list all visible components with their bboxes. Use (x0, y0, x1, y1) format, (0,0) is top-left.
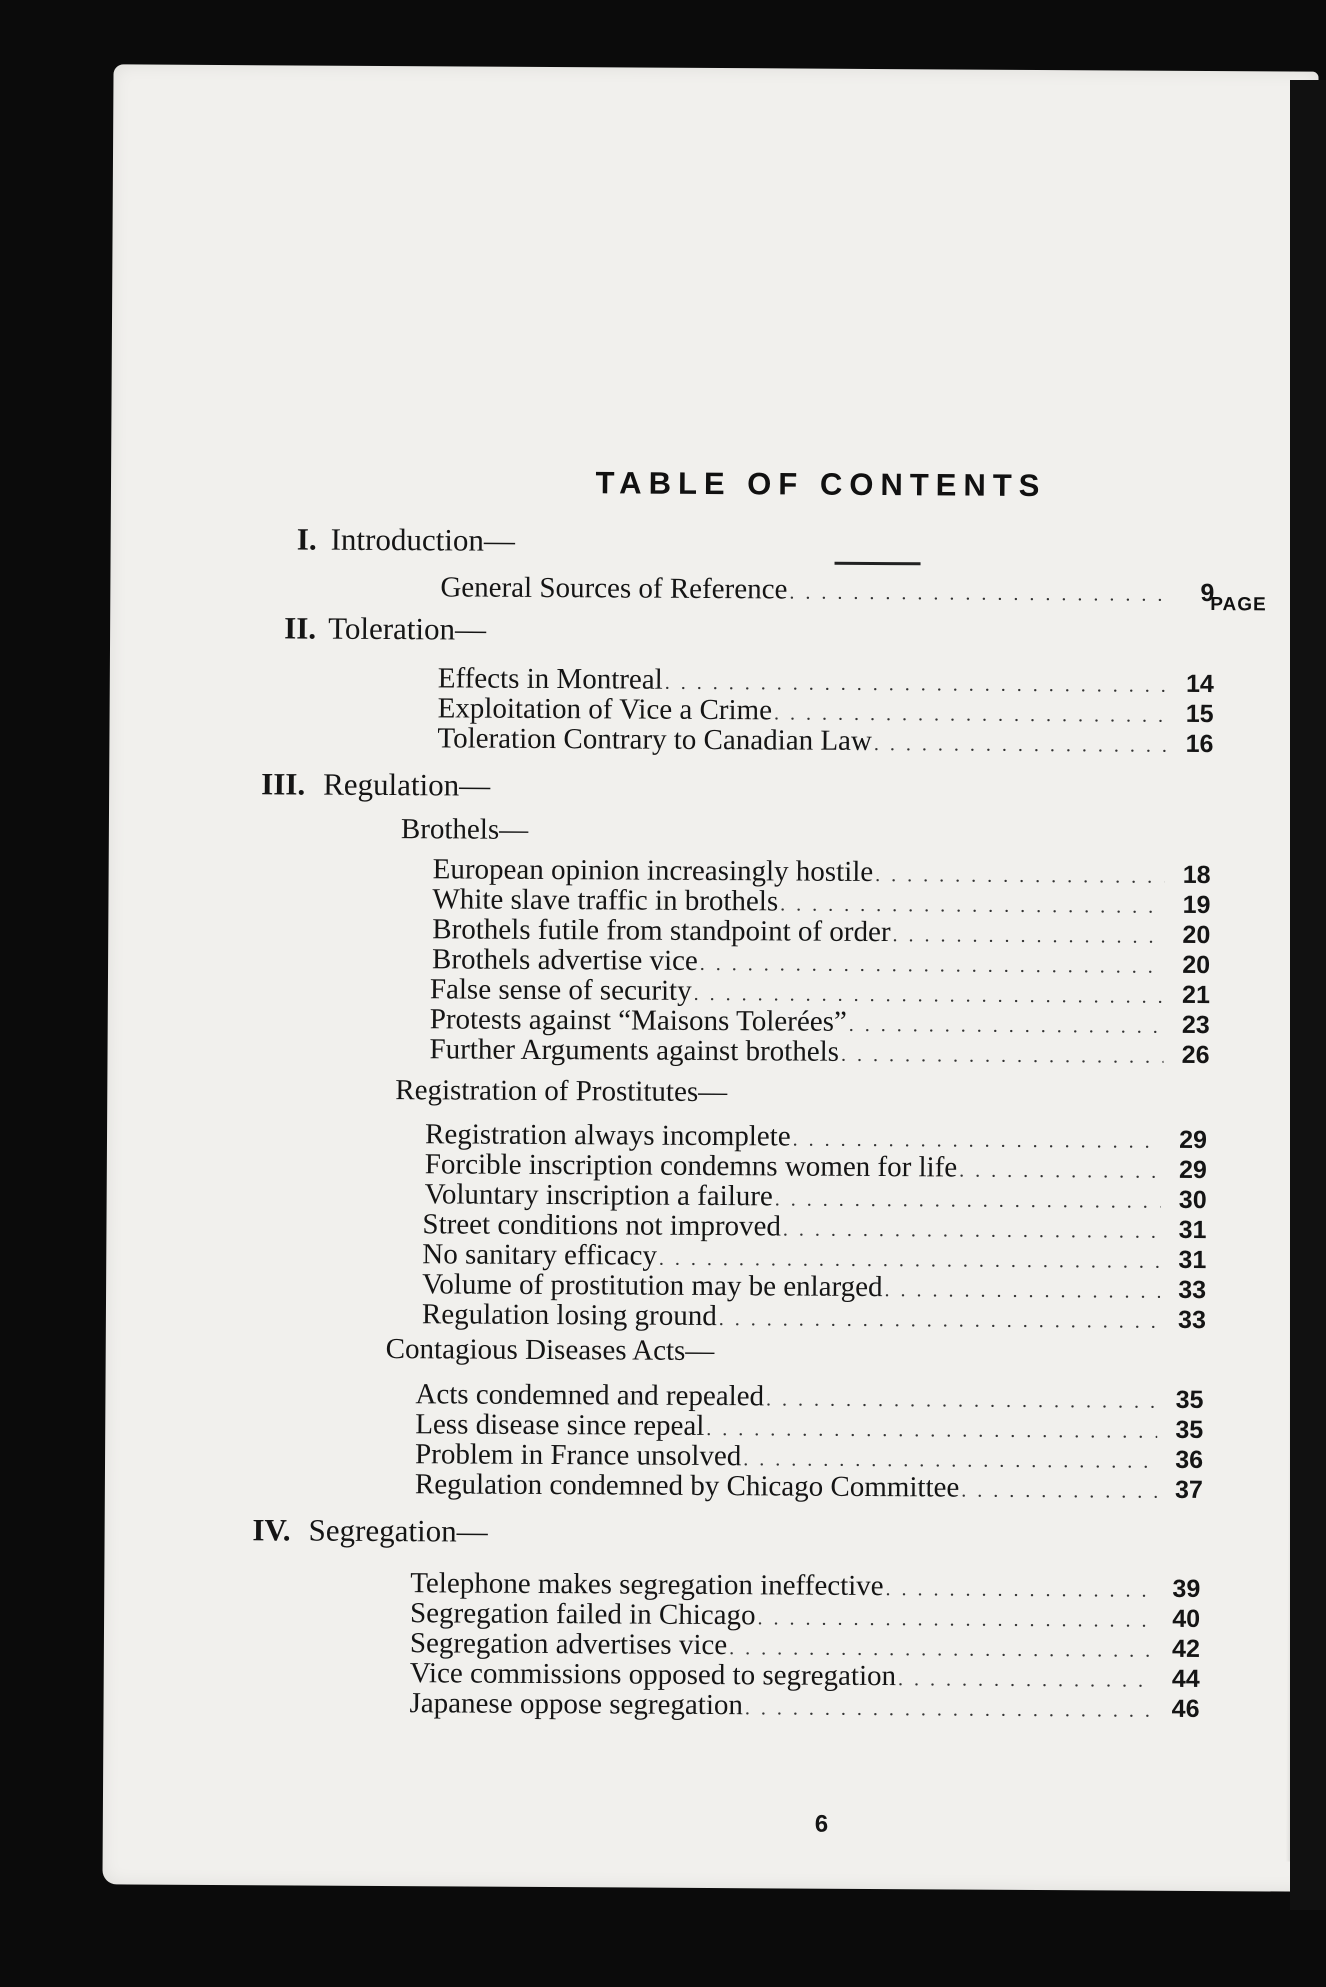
subsection-heading: Contagious Diseases Acts— (385, 1333, 715, 1368)
toc-entry (422, 1299, 1206, 1337)
entry-title: Segregation advertises vice (409, 1627, 728, 1662)
page-title: TABLE OF CONTENTS (595, 465, 1047, 504)
book-page (102, 64, 1318, 1891)
entry-page: 16 (1185, 729, 1214, 759)
toc-entry (409, 1688, 1199, 1726)
entry-page: 42 (1172, 1634, 1200, 1664)
toc-entry (440, 572, 1214, 610)
entry-title: General Sources of Reference (440, 571, 788, 606)
entry-title: Vice commissions opposed to segregation (409, 1657, 897, 1693)
entry-title: Less disease since repeal (415, 1408, 705, 1442)
entry-title: Brothels futile from standpoint of order (432, 913, 891, 949)
entry-page: 31 (1178, 1215, 1207, 1245)
entry-page: 33 (1178, 1275, 1207, 1305)
entry-title: Street conditions not improved (422, 1208, 782, 1243)
entry-page: 23 (1181, 1010, 1210, 1040)
entry-title: Further Arguments against brothels (429, 1033, 840, 1068)
entry-title: Forcible inscription condemns women for life (424, 1148, 958, 1184)
entry-page: 39 (1172, 1574, 1201, 1604)
entry-title: Problem in France unsolved (414, 1438, 742, 1473)
entry-page: 31 (1178, 1245, 1207, 1275)
entry-title: Regulation losing ground (421, 1298, 717, 1333)
entry-title: Registration always incomplete (424, 1118, 791, 1153)
entry-title: Effects in Montreal (437, 662, 663, 696)
section-title: Toleration— (328, 610, 487, 647)
section-numeral: IV. (252, 1512, 291, 1548)
book-spine-shadow (1290, 80, 1326, 1910)
section-title: Regulation— (323, 766, 491, 803)
dot-leader (719, 1304, 1160, 1337)
entry-title: Regulation condemned by Chicago Committee (414, 1468, 960, 1504)
entry-page: 30 (1178, 1185, 1207, 1215)
page-column-header: PAGE (1210, 594, 1267, 616)
toc-entry (437, 723, 1213, 761)
toc-entry (415, 1469, 1203, 1507)
entry-page: 18 (1182, 860, 1211, 890)
entry-page: 15 (1185, 699, 1214, 729)
dot-leader (745, 1693, 1154, 1725)
entry-page: 33 (1178, 1305, 1207, 1335)
section-numeral: III. (261, 766, 306, 802)
dot-leader (961, 1476, 1157, 1507)
entry-title: Voluntary inscription a failure (424, 1178, 773, 1213)
entry-page: 35 (1175, 1385, 1204, 1415)
dot-leader (789, 577, 1168, 609)
title-rule (835, 562, 921, 566)
entry-title: Acts condemned and repealed (415, 1378, 765, 1413)
entry-page: 36 (1175, 1445, 1204, 1475)
entry-page: 19 (1182, 890, 1211, 920)
entry-page: 26 (1181, 1040, 1210, 1070)
entry-page: 40 (1172, 1604, 1201, 1634)
dot-leader (841, 1040, 1164, 1072)
entry-title: Volume of prostitution may be enlarged (422, 1268, 883, 1304)
toc-entry (429, 1034, 1209, 1072)
entry-title: False sense of security (429, 973, 692, 1007)
entry-page: 46 (1171, 1694, 1200, 1724)
entry-page: 37 (1174, 1475, 1203, 1505)
entry-title: European opinion increasingly hostile (432, 853, 874, 888)
page-number: 6 (814, 1810, 829, 1838)
entry-page: 21 (1182, 980, 1210, 1010)
entry-page: 29 (1178, 1155, 1207, 1185)
entry-title: Toleration Contrary to Canadian Law (437, 722, 873, 757)
section-title: Segregation— (308, 1512, 488, 1549)
entry-title: Telephone makes segregation ineffective (410, 1567, 884, 1603)
entry-title: Exploitation of Vice a Crime (437, 692, 773, 727)
subsection-heading: Brothels— (400, 813, 529, 846)
subsection-heading: Registration of Prostitutes— (395, 1074, 728, 1109)
entry-page: 20 (1182, 920, 1211, 950)
section-numeral: II. (284, 610, 317, 646)
entry-page: 14 (1185, 669, 1214, 699)
entry-page: 29 (1179, 1125, 1208, 1155)
entry-title: No sanitary efficacy (422, 1238, 657, 1272)
entry-page: 44 (1171, 1664, 1200, 1694)
section-title: Introduction— (330, 521, 516, 558)
dot-leader (874, 729, 1168, 761)
entry-title: White slave traffic in brothels (432, 883, 779, 918)
entry-title: Brothels advertise vice (432, 943, 698, 977)
entry-page: 20 (1182, 950, 1211, 980)
entry-title: Japanese oppose segregation (409, 1687, 744, 1722)
entry-title: Protests against “Maisons Tolerées” (429, 1003, 847, 1038)
entry-page: 9 (1200, 578, 1215, 608)
entry-title: Segregation failed in Chicago (410, 1597, 756, 1632)
entry-page: 35 (1175, 1415, 1204, 1445)
section-numeral: I. (296, 521, 317, 557)
